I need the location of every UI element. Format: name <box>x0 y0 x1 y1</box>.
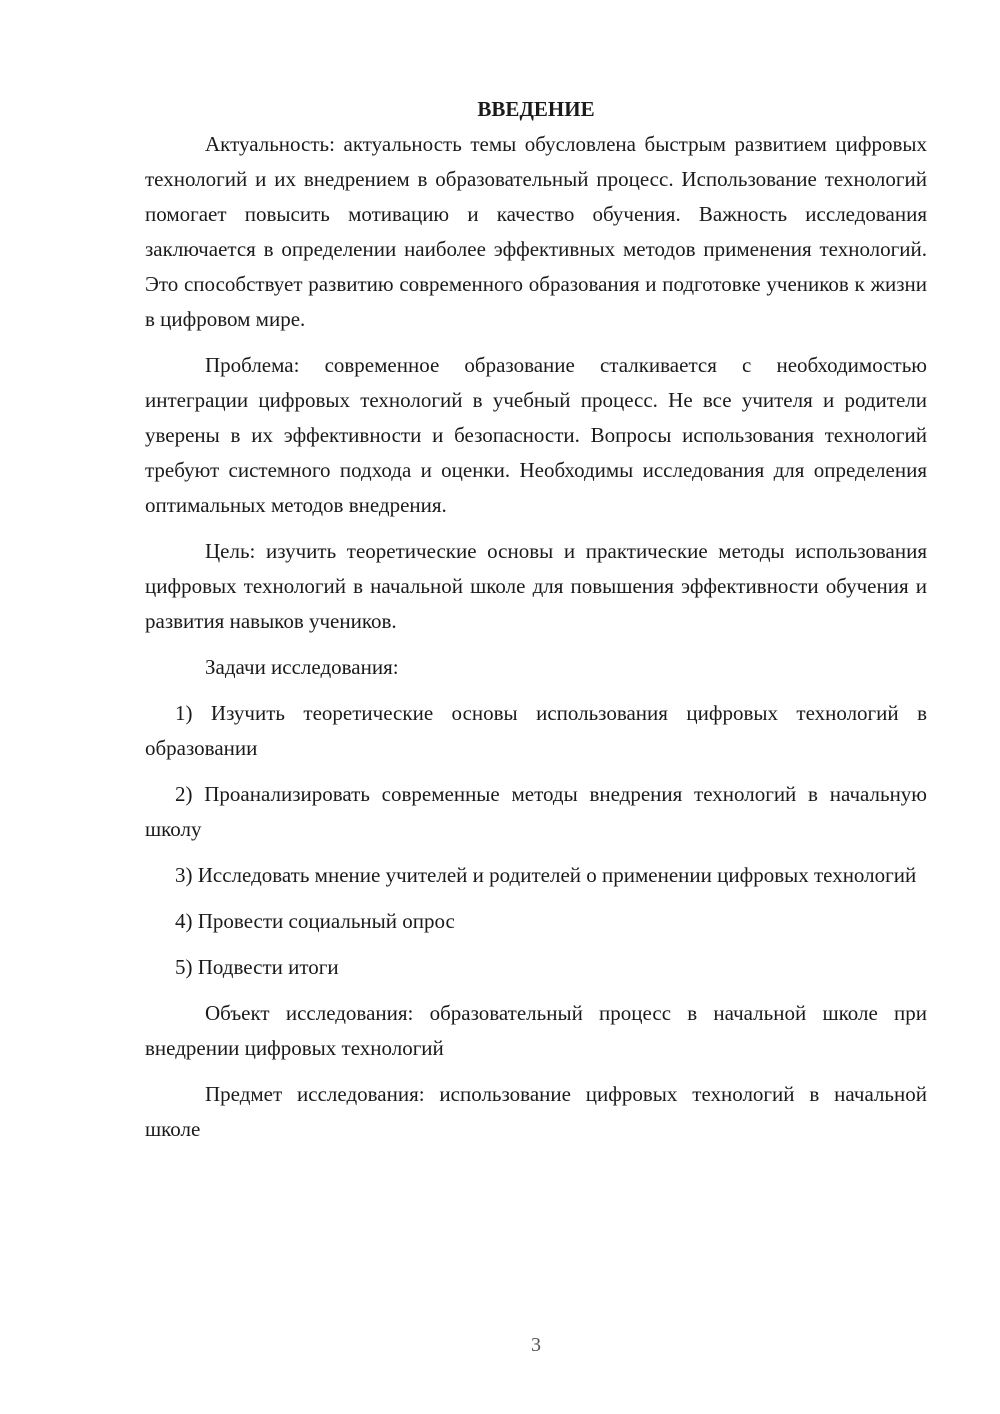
paragraph-object: Объект исследования: образовательный процесс в начальной школе при внедрении цифровых технологий <box>145 1001 927 1060</box>
tasks-heading: Задачи исследования: <box>205 655 399 679</box>
task-item: 1) Изучить теоретические основы использования цифровых технологий в образовании <box>145 701 927 760</box>
task-item: 3) Исследовать мнение учителей и родителей о применении цифровых технологий <box>175 863 917 887</box>
paragraph-relevance: Актуальность: актуальность темы обусловлена быстрым развитием цифровых технологий и их внедрением в образовательный процесс. Использование технологий помогает повысить мотивацию и качество обучения. Важность исследования заключается в определении наиболее эффективных методов применения технологий. Это способствует развитию современного образования и подготовке учеников к жизни в цифровом мире. <box>145 132 927 331</box>
task-item: 5) Подвести итоги <box>175 955 339 979</box>
document-body <box>145 92 927 1147</box>
task-item: 2) Проанализировать современные методы внедрения технологий в начальную школу <box>145 782 927 841</box>
paragraph-problem: Проблема: современное образование сталкивается с необходимостью интеграции цифровых технологий в учебный процесс. Не все учителя и родители уверены в их эффективности и безопасности. Вопросы использования технологий требуют системного подхода и оценки. Необходимы исследования для определения оптимальных методов внедрения. <box>145 353 927 517</box>
section-title: ВВЕДЕНИЕ <box>477 97 595 121</box>
page-number: 3 <box>531 1334 541 1356</box>
task-item: 4) Провести социальный опрос <box>175 909 455 933</box>
paragraph-goal: Цель: изучить теоретические основы и практические методы использования цифровых технологий в начальной школе для повышения эффективности обучения и развития навыков учеников. <box>145 539 927 633</box>
paragraph-subject: Предмет исследования: использование цифровых технологий в начальной школе <box>145 1082 927 1141</box>
